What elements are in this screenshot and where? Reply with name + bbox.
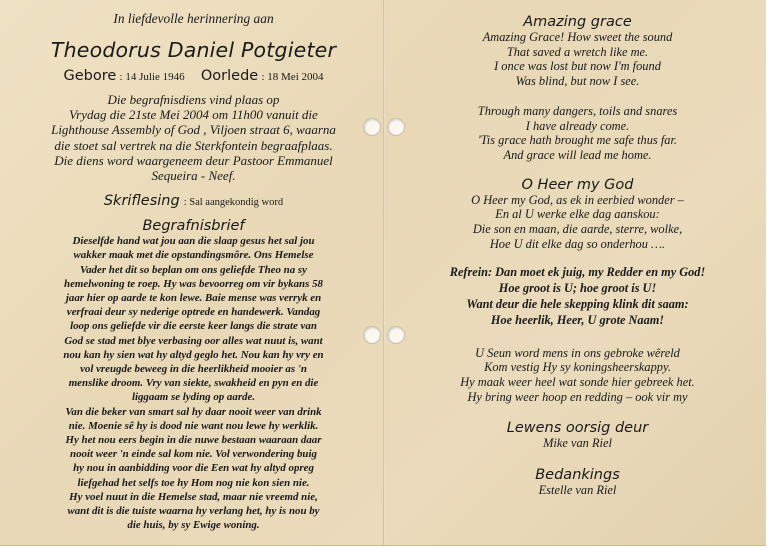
letter-line: Van die beker van smart sal hy daar nooit weer van drink (65, 405, 322, 418)
died-label: Oorlede (200, 68, 259, 84)
hymn-verse-2 (405, 104, 750, 163)
letter-line: liefgehad het selfs toe hy Hom nog nie kon sien nie. (77, 476, 310, 489)
letter-line: Hy het nou eers begin in die nuwe bestaan waaraan daar (65, 434, 322, 447)
refrain-line: Hoe heerlik, Heer, U grote Naam! (490, 312, 665, 327)
life-dates (24, 68, 363, 84)
deceased-name: Theodorus Daniel Potgieter (50, 38, 337, 62)
service-line: Sequeira - Neef. (151, 168, 236, 184)
hymn-verse-1 (405, 30, 750, 89)
service-line: die stoet sal vertrek na die Sterkfontein begraafplaas. (54, 137, 333, 153)
right-page (385, 0, 766, 545)
letter-line: Vader het dit so beplan om ons geliefde Theo na sy (80, 263, 307, 276)
dedication-text: In liefdevolle herinnering aan (113, 11, 274, 26)
song-line: Die son en maan, die aarde, sterre, wolke, (472, 222, 683, 237)
refrain-line: Want deur die hele skepping klink dit saam: (466, 297, 689, 312)
song-verse-2 (405, 346, 750, 405)
letter-line: verfraai deur sy nederige optrede en handewerk. Vandag (66, 306, 321, 319)
born-label: Gebore (63, 68, 117, 84)
born-date: : 14 Julie 1946 (119, 71, 185, 83)
letter-line: menslike droom. Vry van siekte, swakheid en pyn en die (68, 377, 319, 390)
letter-line: Dieselfde hand wat jou aan die slaap gesus het sal jou (72, 235, 315, 248)
refrain-line: Refrein: Dan moet ek juig, my Redder en my God! (449, 265, 706, 280)
life-overview-name: Mike van Riel (543, 436, 612, 451)
service-line: Die diens word waargeneem deur Pastoor Emmanuel (54, 152, 333, 168)
letter-line: wakker maak met die opstandingsmôre. Ons Hemelse (73, 249, 314, 262)
song-title: O Heer my God (521, 176, 634, 193)
left-page (0, 0, 383, 545)
letter-line: nooit weer 'n einde sal kom nie. Vol verwondering buig (70, 448, 317, 461)
song-line: En al U werke elke dag aanskou: (495, 207, 660, 222)
song-verse-1 (405, 193, 750, 252)
letter-line: want dit is die tuiste waarna hy verlang het, hy is nou by (67, 505, 320, 518)
letter-line: God se stad met blye verbasing oor alles wat nuut is, want (64, 334, 323, 347)
letter-line: jaar hier op aarde te kon lewe. Baie mense was verryk en (65, 292, 322, 305)
letter-line: die huis, by sy Ewige woning. (127, 519, 260, 532)
hymn-line: Through many dangers, toils and snares (477, 103, 678, 118)
hymn-line: I once was lost but now I'm found (494, 59, 661, 74)
service-line: Die begrafnisdiens vind plaas op (107, 92, 280, 107)
life-overview-title: Lewens oorsig deur (506, 420, 649, 437)
service-details (24, 92, 363, 183)
scripture-label: Skriflesing (103, 193, 180, 210)
service-line: Lighthouse Assembly of God , Viljoen straat 6, waarna (51, 122, 336, 138)
letter-line: nou kan hy sien wat hy altyd geglo het. Nou kan hy vry en (63, 348, 324, 361)
letter-line: vol vreugde beweeg in die heerlikheid mooier as 'n (80, 363, 307, 376)
hymn-line: 'Tis grace hath brought me safe thus far. (477, 133, 678, 148)
refrain-line: Hoe groot is U; hoe groot is U! (498, 281, 657, 296)
letter-line: nie. Moenie sê hy is dood nie want nou lewe hy werklik. (68, 419, 319, 432)
died-date: : 18 Mei 2004 (261, 71, 324, 83)
letter-line: loop ons geliefde vir die eerste keer langs die strate van (70, 320, 317, 333)
letter-line: liggaam se lyding op aarde. (131, 391, 256, 404)
funeral-letter (24, 234, 363, 532)
song-line: Kom vestig Hy sy koningsheerskappy. (484, 360, 671, 375)
song-line: Hy bring weer hoop en redding – ook vir my (467, 389, 688, 404)
hymn-line: Amazing Grace! How sweet the sound (482, 30, 673, 44)
song-line: U Seun word mens in ons gebroke wêreld (475, 345, 680, 360)
song-line: Hoe U dit elke dag so onderhou …. (489, 236, 666, 251)
hymn-line: And grace will lead me home. (503, 147, 652, 162)
hymn-title: Amazing grace (523, 14, 632, 30)
letter-line: Hy voel nuut in die Hemelse stad, maar nie vreemd nie, (69, 490, 318, 503)
thanks-title: Bedankings (535, 467, 620, 484)
hymn-line: That saved a wretch like me. (506, 44, 649, 59)
scripture-note: : Sal aangekondig word (183, 197, 284, 209)
refrain (405, 265, 750, 328)
hymn-line: Was blind, but now I see. (515, 74, 640, 89)
service-line: Vrydag die 21ste Mei 2004 om 11h00 vanuit die (69, 107, 318, 123)
thanks-name: Estelle van Riel (538, 483, 617, 498)
letter-title: Begrafnisbrief (142, 218, 245, 235)
letter-line: hy nou in aanbidding voor die Een wat hy altyd opreg (73, 462, 314, 475)
scripture-reading (24, 192, 363, 210)
song-line: O Heer my God, as ek in eerbied wonder – (471, 192, 684, 207)
song-line: Hy maak weer heel wat sonde hier gebreek het. (460, 375, 695, 390)
hymn-line: I have already come. (525, 118, 630, 133)
letter-line: hemelwoning te roep. Hy was bevoorreg om vir bykans 58 (64, 277, 323, 290)
